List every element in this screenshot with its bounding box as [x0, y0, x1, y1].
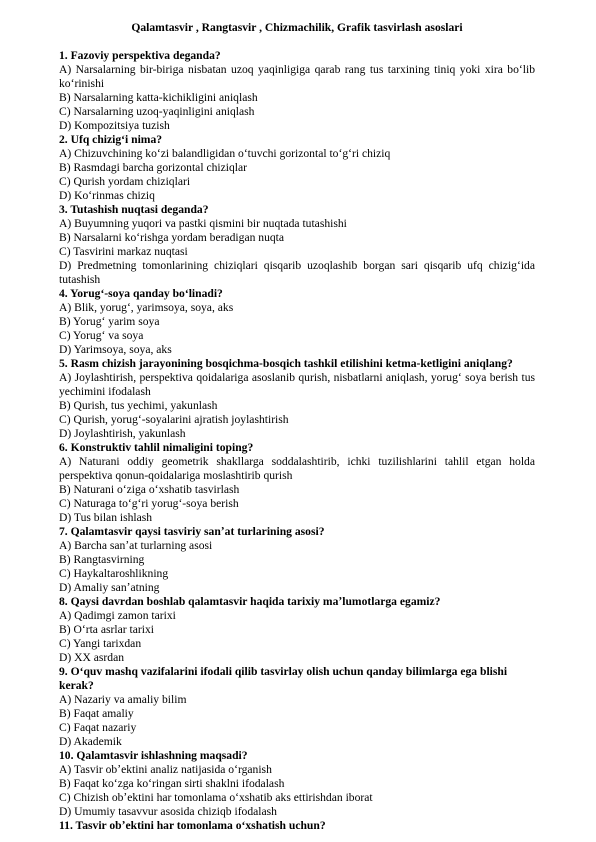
answer-option: B) Naturani oʻziga oʻxshatib tasvirlash	[59, 483, 240, 496]
question-block	[59, 525, 535, 595]
answer-option: A) Naturani oddiy geometrik shakllarga soddalashtirib, ichki tuzilishlarini tahlil etgan holda perspektiva qonun-qoidalariga moslashtirib qurish	[59, 455, 535, 482]
question-text: 5. Rasm chizish jarayonining bosqichma-bosqich tashkil etilishini ketma-ketligini aniqlang?	[59, 357, 513, 370]
answer-option: D) Kompozitsiya tuzish	[59, 119, 170, 132]
answer-option: A) Tasvir obʼektini analiz natijasida oʻrganish	[59, 763, 272, 776]
question-text: 2. Ufq chizigʻi nima?	[59, 133, 163, 146]
answer-option: A) Buyumning yuqori va pastki qismini bir nuqtada tutashishi	[59, 217, 347, 230]
question-block	[59, 287, 535, 357]
answer-option: B) Yorugʻ yarim soya	[59, 315, 160, 328]
answer-option: C) Tasvirini markaz nuqtasi	[59, 245, 188, 258]
question-block	[59, 203, 535, 287]
question-text: 6. Konstruktiv tahlil nimaligini toping?	[59, 441, 254, 454]
answer-option: A) Nazariy va amaliy bilim	[59, 693, 187, 706]
answer-option: D) Umumiy tasavvur asosida chiziqb ifodalash	[59, 805, 277, 818]
answer-option: C) Chizish obʼektini har tomonlama oʻxshatib aks ettirishdan iborat	[59, 791, 373, 804]
answer-option: C) Haykaltaroshlikning	[59, 567, 169, 580]
answer-option: C) Qurish yordam chiziqlari	[59, 175, 191, 188]
question-block	[59, 665, 535, 749]
question-text: 1. Fazoviy perspektiva deganda?	[59, 49, 221, 62]
answer-option: C) Qurish, yorugʻ-soyalarini ajratish joylashtirish	[59, 413, 289, 426]
answer-option: A) Chizuvchining koʻzi balandligidan oʻtuvchi gorizontal toʻgʻri chiziq	[59, 147, 391, 160]
document-title: Qalamtasvir , Rangtasvir , Chizmachilik, Grafik tasvirlash asoslari	[131, 21, 463, 34]
answer-option: B) Faqat amaliy	[59, 707, 134, 720]
question-block	[59, 133, 535, 203]
answer-option: C) Yorugʻ va soya	[59, 329, 144, 342]
question-text: 3. Tutashish nuqtasi deganda?	[59, 203, 209, 216]
answer-option: D) Predmetning tomonlarining chiziqlari qisqarib uzoqlashib borgan sari qisqarib ufq chizigʻida tutashish	[59, 259, 535, 286]
question-block	[59, 49, 535, 133]
question-block	[59, 819, 535, 833]
answer-option: A) Narsalarning bir-biriga nisbatan uzoq yaqinligiga qarab rang tus tarxining tiniq yoki xira boʻlib koʻrinishi	[59, 63, 535, 90]
question-text: 7. Qalamtasvir qaysi tasviriy sanʼat turlarining asosi?	[59, 525, 325, 538]
answer-option: C) Narsalarning uzoq-yaqinligini aniqlash	[59, 105, 255, 118]
question-text: 4. Yorugʻ-soya qanday boʻlinadi?	[59, 287, 223, 300]
answer-option: D) Akademik	[59, 735, 122, 748]
answer-option: A) Blik, yorugʻ, yarimsoya, soya, aks	[59, 301, 234, 314]
question-text: 9. Oʻquv mashq vazifalarini ifodali qilib tasvirlay olish uchun qanday bilimlarga ega blishi kerak?	[59, 665, 508, 692]
answer-option: B) Faqat koʻzga koʻringan sirti shaklni ifodalash	[59, 777, 285, 790]
document-page	[59, 21, 535, 833]
question-block	[59, 441, 535, 525]
answer-option: D) Amaliy sanʼatning	[59, 581, 160, 594]
question-block	[59, 749, 535, 819]
question-block	[59, 595, 535, 665]
answer-option: B) Rangtasvirning	[59, 553, 145, 566]
question-block	[59, 357, 535, 441]
answer-option: D) Koʻrinmas chiziq	[59, 189, 155, 202]
answer-option: C) Yangi tarixdan	[59, 637, 142, 650]
question-list	[59, 49, 535, 833]
answer-option: D) Tus bilan ishlash	[59, 511, 153, 524]
answer-option: A) Qadimgi zamon tarixi	[59, 609, 176, 622]
answer-option: D) Yarimsoya, soya, aks	[59, 343, 172, 356]
answer-option: C) Naturaga toʻgʻri yorugʻ-soya berish	[59, 497, 239, 510]
question-text: 10. Qalamtasvir ishlashning maqsadi?	[59, 749, 248, 762]
answer-option: B) Narsalarni koʻrishga yordam beradigan nuqta	[59, 231, 285, 244]
answer-option: B) Oʻrta asrlar tarixi	[59, 623, 154, 636]
answer-option: D) Joylashtirish, yakunlash	[59, 427, 186, 440]
answer-option: C) Faqat nazariy	[59, 721, 137, 734]
answer-option: A) Barcha sanʼat turlarning asosi	[59, 539, 213, 552]
question-text: 11. Tasvir obʼektini har tomonlama oʻxshatish uchun?	[59, 819, 326, 832]
answer-option: D) XX asrdan	[59, 651, 125, 664]
question-text: 8. Qaysi davrdan boshlab qalamtasvir haqida tarixiy maʼlumotlarga egamiz?	[59, 595, 441, 608]
answer-option: A) Joylashtirish, perspektiva qoidalariga asoslanib qurish, nisbatlarni aniqlash, yorugʻ soya berish tus yechimini ifodalash	[59, 371, 535, 398]
answer-option: B) Qurish, tus yechimi, yakunlash	[59, 399, 218, 412]
answer-option: B) Rasmdagi barcha gorizontal chiziqlar	[59, 161, 248, 174]
answer-option: B) Narsalarning katta-kichikligini aniqlash	[59, 91, 258, 104]
